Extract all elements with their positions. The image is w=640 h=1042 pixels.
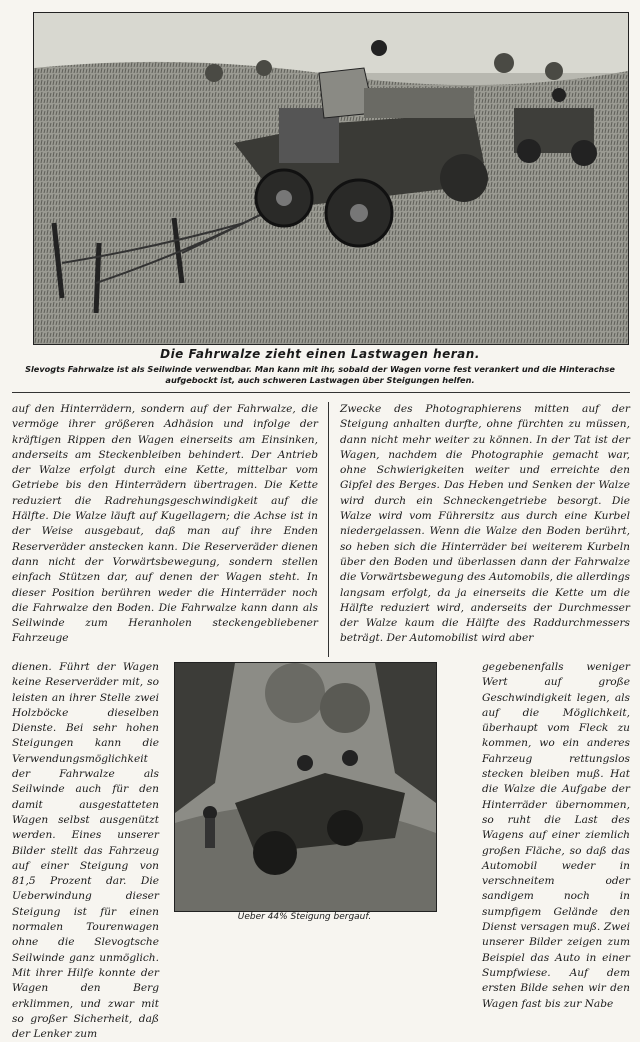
photo-road-roller-pulling-truck [33, 12, 629, 345]
top-figure-caption-body: Slevogts Fahrwalze ist als Seilwinde verwendbar. Man kann mit ihr, sobald der Wagen vorne fest verankert und die Hinterachse aufgebockt ist, auch schweren Lastwagen über Steigungen helfen. [25, 364, 615, 385]
top-figure-caption-title: Die Fahrwalze zieht einen Lastwagen heran. [160, 347, 480, 361]
text-column-right-bottom: gegebenenfalls weniger Wert auf große Geschwindigkeit legen, als auf die Möglichkeit, überhaupt vom Fleck zu kommen, wo ein anderes Fahrzeug rettungslos stecken bleiben muß. Hat die Walze die Aufgabe der Hinterräder übernommen, so ruht die Last des Wagens auf einer ziemlich großen Fläche, so daß das Automobil weder in verschneitem oder sandigem noch in sumpfigem Gelände den Dienst versagen muß. Zwei unserer Bilder zeigen zum Beispiel das Auto in einer Sumpfwiese. Auf dem ersten Bilde sehen wir den Wagen fast bis zur Nabe [482, 661, 630, 1010]
photo-car-climbing-hill [174, 662, 437, 912]
text-column-right-top: Zwecke des Photographierens mitten auf der Steigung anhalten durfte, ohne fürchten zu müssen, dann nicht mehr weiter zu können. In der Tat ist der Wagen, nachdem die Photographie gemacht war, ohne Schwierigkeiten weiter und erreichte den Gipfel des Berges. Das Heben und Senken der Walze wird durch ein Schneckengetriebe besorgt. Die Walze wird vom Führersitz aus durch eine Kurbel niedergelassen. Wenn die Walze den Boden berührt, so heben sich die Hinterräder bei weiterem Kurbeln über den Boden und überlassen dann der Fahrwalze die Vorwärtsbewegung des Automobils, die allerdings langsam erfolgt, da ja einerseits die Kette um die Hälfte reduziert wird, anderseits der Durchmesser der Walze kaum die Hälfte des Raddurchmessers beträgt. Der Automobilist wird aber [340, 403, 630, 645]
photo-car-climbing-hill-image [175, 663, 436, 911]
photo-road-roller-pulling-truck-image [34, 13, 628, 344]
text-column-left-bottom: dienen. Führt der Wagen keine Reserveräder mit, so leisten an ihrer Stelle zwei Holzböcke dieselben Dienste. Bei sehr hohen Steigungen kann die Verwendungsmöglichkeit der Fahrwalze als Seilwinde auch für den damit ausgestatteten Wagen selbst ausgenützt werden. Eines unserer Bilder stellt das Fahrzeug auf einer Steigung von 81,5 Prozent dar. Die Ueberwindung dieser Steigung ist für einen normalen Tourenwagen ohne die Slevogtsche Seilwinde ganz unmöglich. Mit ihrer Hilfe konnte der Wagen den Berg erklimmen, und zwar mit so großer Sicherheit, daß der Lenker zum [12, 661, 159, 1041]
column-divider [328, 402, 329, 657]
middle-figure-caption: Ueber 44% Steigung bergauf. [237, 912, 372, 922]
divider-rule [12, 392, 630, 393]
text-column-left-top: auf den Hinterrädern, sondern auf der Fahrwalze, die vermöge ihrer größeren Adhäsion und infolge der kräftigen Rippen den Wagen einerseits am Einsinken, anderseits am Steckenbleiben behindert. Der Antrieb der Walze erfolgt durch eine Kette, mittelbar vom Getriebe bis den Hinterrädern übertragen. Die Kette reduziert die Radrehungsgeschwindigkeit auf die Hälfte. Die Walze läuft auf Kugellagern; die Achse ist in der Weise ausgebaut, daß man auf ihre Enden Reserveräder anstecken kann. Die Reserveräder dienen dann nicht der Vorwärtsbewegung, sondern stellen einfach Stützen dar, auf denen der Wagen steht. In dieser Position berühren weder die Hinterräder noch die Fahrwalze den Boden. Die Fahrwalze kann dann als Seilwinde zum Heranholen steckengebliebener Fahrzeuge [12, 403, 318, 645]
